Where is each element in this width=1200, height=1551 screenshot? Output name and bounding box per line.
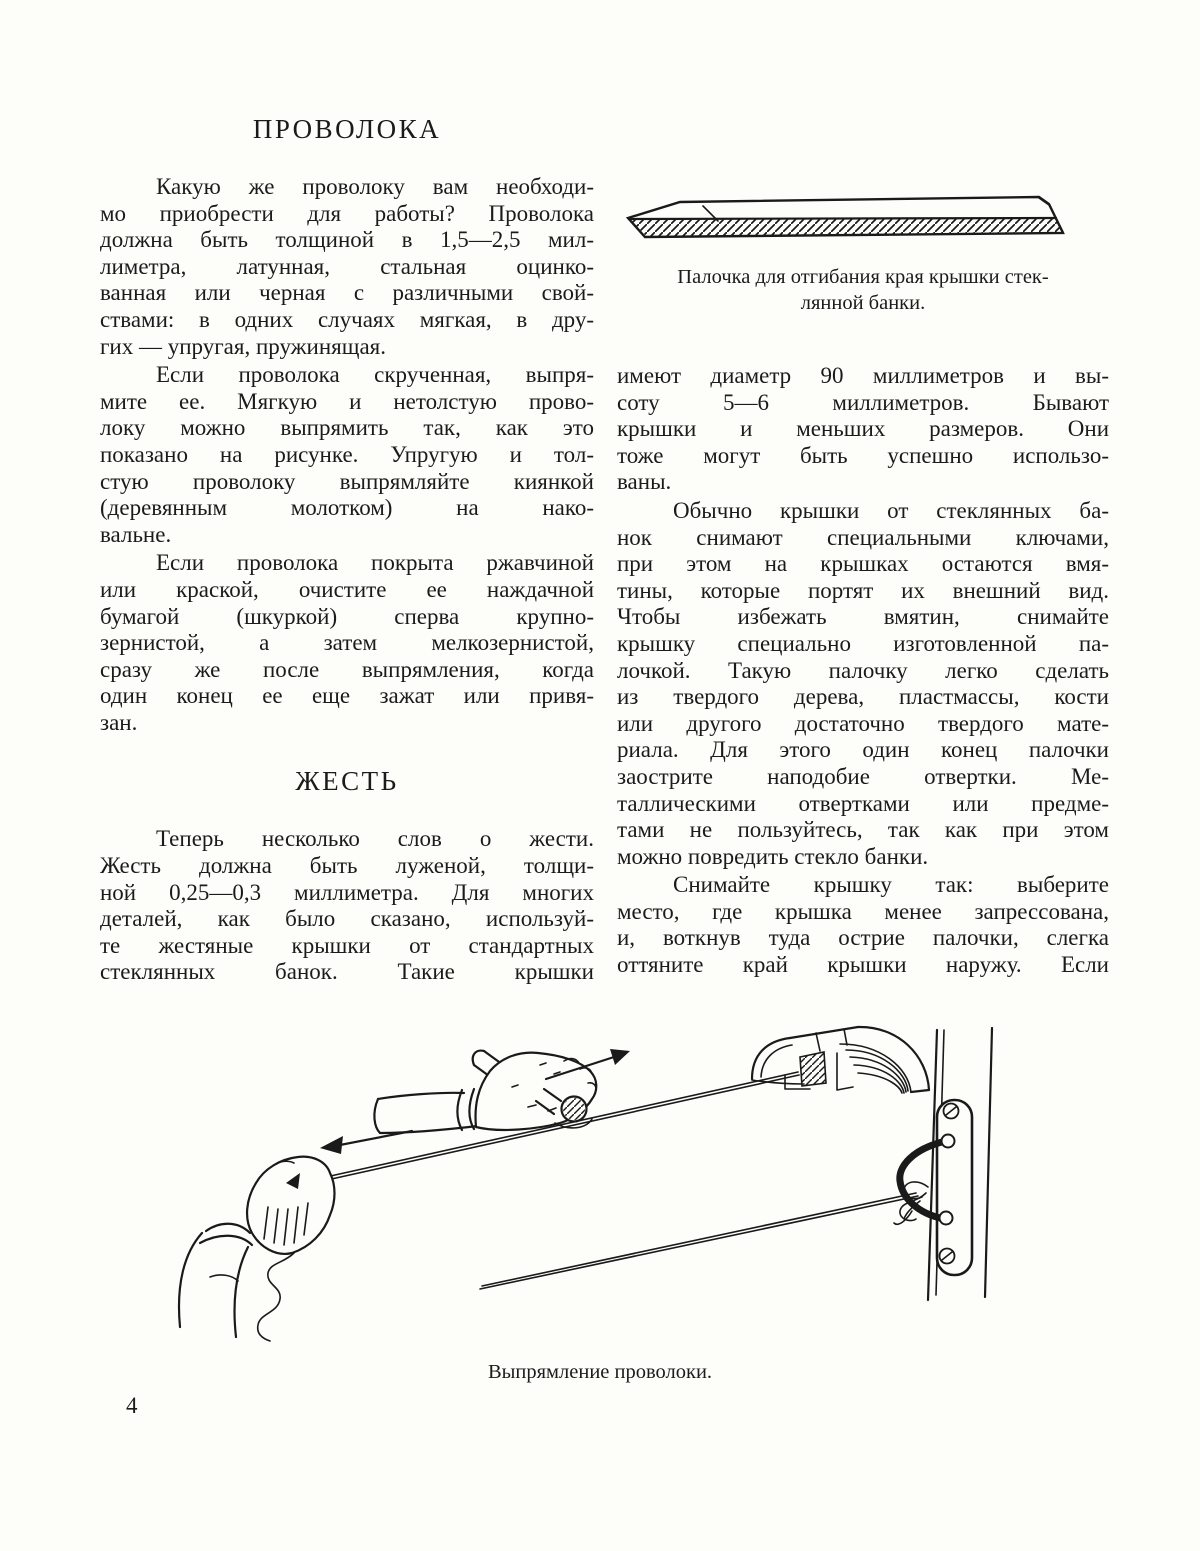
text-line: Снимайте крышку так: выберите (673, 872, 1109, 898)
text-line: оттяните край крышки наружу. Если (617, 952, 1109, 978)
paragraph (100, 174, 594, 360)
paragraph (617, 872, 1109, 978)
paragraph (100, 550, 594, 736)
text-line: Теперь несколько слов о жести. (156, 826, 594, 852)
text-line: (деревянным молотком) на нако- (100, 495, 594, 521)
text-line: тины, которые портят их внешний вид. (617, 577, 1109, 603)
text-line: зернистой, а затем мелкозернистой, (100, 630, 594, 656)
text-line: или краской, очистите ее наждачной (100, 576, 594, 602)
text-line: гих — упругая, пружинящая. (100, 333, 387, 359)
section-heading: ПРОВОЛОКА (252, 114, 442, 144)
caption-line: лянной банки. (800, 291, 926, 314)
text-line: и, воткнув туда острие палочки, слегка (617, 925, 1109, 951)
text-line: Какую же проволоку вам необходи- (156, 174, 594, 199)
text-line: Если проволока скрученная, выпря- (156, 362, 594, 388)
text-line: тами не пользуйтесь, так как при этом (617, 817, 1109, 843)
text-line: сразу же после выпрямления, когда (100, 656, 594, 682)
paragraph (617, 363, 1109, 496)
text-line: бумагой (шкуркой) сперва крупно- (100, 603, 594, 629)
left-column (100, 84, 594, 988)
text-line: мо приобрести для работы? Проволока (100, 200, 594, 226)
text-line: стую проволоку выпрямляйте киянкой (100, 468, 594, 494)
page-number: 4 (126, 1393, 138, 1418)
text-line: лочкой. Такую палочку легко сделать (617, 657, 1109, 683)
text-line: ванная или черная с различными свой- (100, 280, 594, 306)
clamp-fixture (752, 1027, 929, 1093)
text-line: место, где крышка менее запрессована, (617, 898, 1109, 924)
text-line: показано на рисунке. Упругую и тол- (100, 441, 594, 467)
text-line: Чтобы избежать вмятин, снимайте (617, 604, 1109, 630)
wire-lower (480, 1193, 918, 1289)
text-line: ствами: в одних случаях мягкая, в дру- (100, 306, 594, 332)
text-line: нок снимают специальными ключами, (617, 524, 1109, 550)
text-line: вальне. (100, 521, 172, 547)
text-line: крышки и меньших размеров. Они (617, 416, 1109, 442)
stick-shape (628, 197, 1063, 237)
straightening-caption: Выпрямление проволоки. (487, 1361, 713, 1383)
arrow-left (320, 1131, 412, 1154)
paragraph (100, 826, 594, 986)
text-line: таллическими отвертками или предме- (617, 790, 1109, 816)
text-line: мите ее. Мягкую и нетолстую прово- (100, 388, 594, 414)
text-line: соту 5—6 миллиметров. Бывают (617, 389, 1109, 415)
paragraph (100, 362, 594, 548)
text-line: тоже могут быть успешно использо- (617, 442, 1109, 468)
section-heading: ЖЕСТЬ (295, 766, 399, 797)
text-line: Жесть должна быть луженой, толщи- (100, 853, 594, 879)
text-line: Обычно крышки от стеклянных ба- (673, 497, 1109, 523)
text-line: Если проволока покрыта ржавчиной (156, 550, 594, 576)
caption-line: Палочка для отгибания края крышки стек- (677, 266, 1049, 288)
text-line: те жестяные крышки от стандартных (100, 932, 594, 958)
text-line: один конец ее еще зажат или привя- (100, 683, 594, 709)
text-line: зан. (100, 709, 138, 735)
text-line: имеют диаметр 90 миллиметров и вы- (617, 363, 1109, 388)
text-line: можно повредить стекло банки. (617, 843, 929, 869)
text-line: крышку специально изготовленной па- (617, 630, 1109, 656)
text-line: из твердого дерева, пластмассы, кости (617, 684, 1109, 710)
text-line: локу можно выпрямить так, как это (100, 415, 594, 441)
text-line: лиметра, латунная, стальная оцинко- (100, 253, 594, 279)
text-line: деталей, как было сказано, используй- (100, 906, 594, 932)
text-line: ной 0,25—0,3 миллиметра. Для многих (100, 879, 594, 905)
text-line: риала. Для этого один конец палочки (617, 737, 1109, 763)
stick-illustration (615, 160, 1111, 260)
text-line: стеклянных банок. Такие крышки (100, 959, 594, 985)
text-line: должна быть толщиной в 1,5—2,5 мил- (100, 227, 594, 253)
text-line: ваны. (617, 469, 672, 495)
text-line: или другого достаточно твердого мате- (617, 710, 1109, 736)
right-column (617, 363, 1109, 981)
right-hand (374, 1051, 596, 1133)
stick-caption (617, 265, 1109, 316)
text-line: при этом на крышках остаются вмя- (617, 551, 1109, 577)
paragraph (617, 498, 1109, 870)
text-line: заострите наподобие отвертки. Ме- (617, 763, 1109, 789)
left-hand (179, 1157, 335, 1341)
wire-straightening-illustration (140, 995, 1080, 1345)
